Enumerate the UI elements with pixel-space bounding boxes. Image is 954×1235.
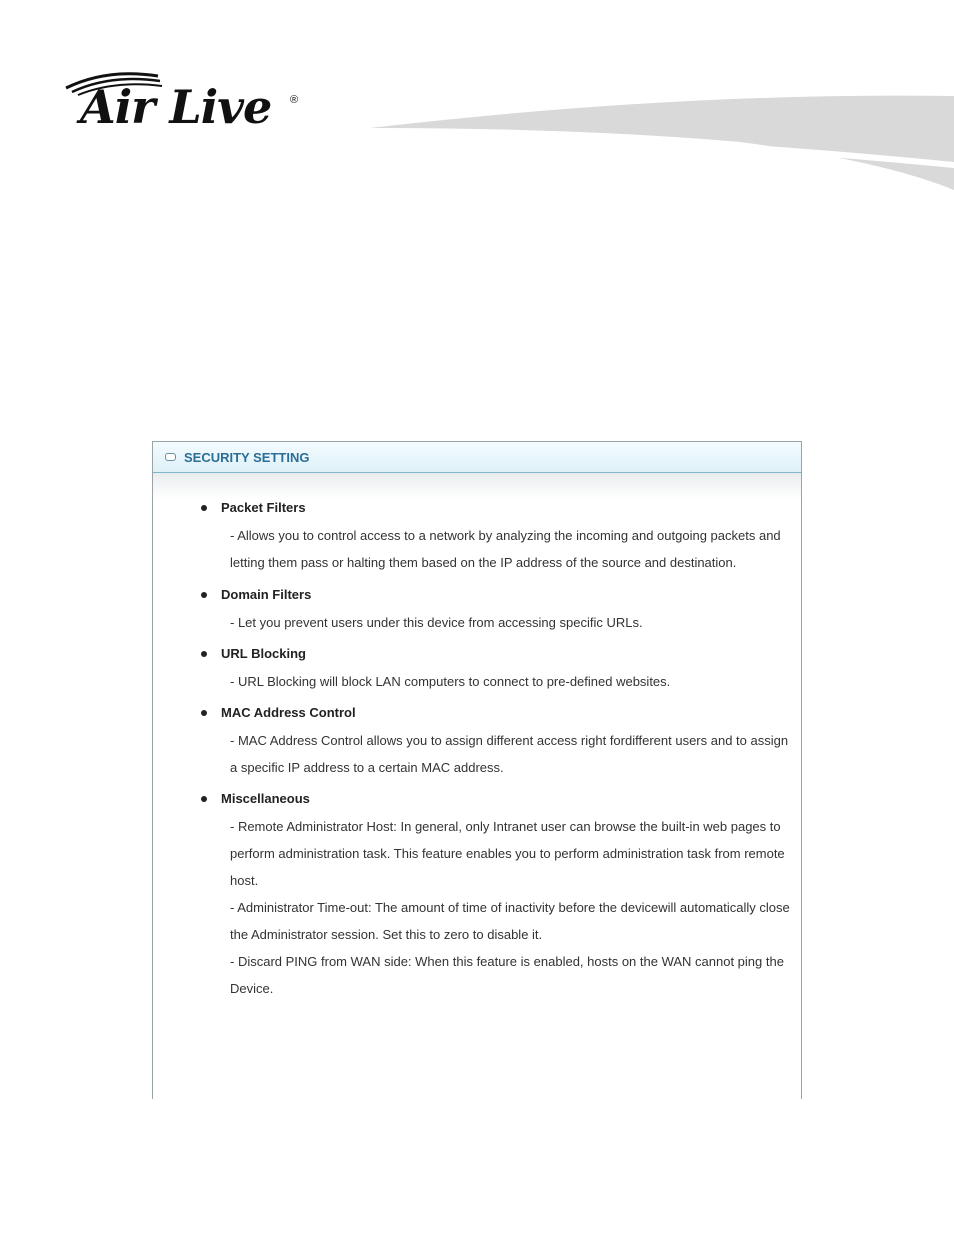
list-item-url-blocking (201, 645, 801, 695)
panel-title: SECURITY SETTING (184, 449, 310, 465)
misc-desc-line: - Discard PING from WAN side: When this feature is enabled, hosts on the WAN cannot ping the Device. (230, 954, 784, 996)
security-feature-list (153, 499, 801, 1002)
airlive-logo (62, 66, 312, 136)
bullet-icon (201, 651, 207, 657)
list-item-mac-address-control (201, 704, 801, 781)
list-item-packet-filters (201, 499, 801, 576)
item-description: - URL Blocking will block LAN computers to connect to pre-defined websites. (230, 674, 671, 689)
list-item-domain-filters (201, 586, 801, 636)
item-description: - MAC Address Control allows you to assign different access right fordifferent users and to assign a specific IP address to a certain MAC address. (230, 733, 789, 775)
item-title: MAC Address Control (221, 705, 356, 720)
item-title: Packet Filters (221, 500, 306, 515)
misc-desc-line: - Administrator Time-out: The amount of time of inactivity before the devicewill automatically close the Administrator session. Set this to zero to disable it. (230, 900, 790, 942)
panel-header (153, 442, 801, 473)
bullet-icon (201, 505, 207, 511)
item-description: - Allows you to control access to a network by analyzing the incoming and outgoing packets and letting them pass or halting them based on the IP address of the source and destination. (230, 528, 781, 570)
item-title: Miscellaneous (221, 791, 310, 806)
item-description (230, 813, 790, 1002)
bullet-icon (201, 592, 207, 598)
bullet-icon (201, 710, 207, 716)
item-description: - Let you prevent users under this device from accessing specific URLs. (230, 615, 643, 630)
header-swoosh (360, 90, 954, 200)
list-item-miscellaneous (201, 790, 801, 1002)
security-setting-panel (152, 441, 802, 1099)
registered-mark: ® (290, 94, 299, 106)
panel-header-icon (165, 453, 176, 461)
panel-shade (153, 473, 801, 499)
item-title: Domain Filters (221, 587, 312, 602)
logo-wordmark: Air Live (80, 80, 272, 134)
misc-desc-line: - Remote Administrator Host: In general, only Intranet user can browse the built-in web pages to perform administration task. This feature enables you to perform administration task from remote host. (230, 819, 785, 888)
bullet-icon (201, 796, 207, 802)
item-title: URL Blocking (221, 646, 306, 661)
